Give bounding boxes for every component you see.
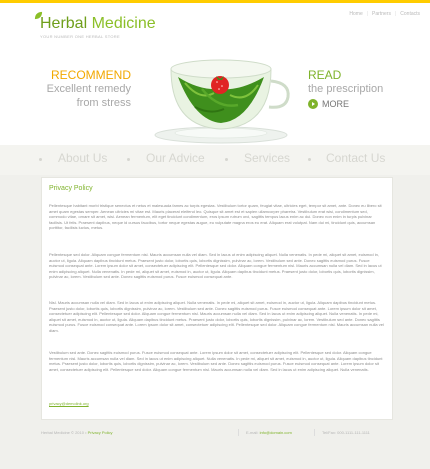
- remedy-text: Excellent remedy: [46, 83, 131, 95]
- recommend-title: RECOMMEND: [51, 68, 131, 82]
- email-label: E-mail:: [246, 430, 260, 435]
- read-title: READ: [308, 68, 342, 82]
- logo[interactable]: [40, 15, 156, 33]
- page-title: Privacy Policy: [49, 185, 93, 192]
- footer: [0, 425, 430, 445]
- topnav-separator: |: [394, 11, 397, 17]
- prescription-text: the prescription: [308, 83, 384, 95]
- policy-paragraph: Pellentesque habitant morbi tristique senectus et netus et malesuada fames ac turpis egestas. Vestibulum tortor quam, feugiat vitae, ultricies eget, tempor sit amet, ante. Donec eu libero sit amet quam egestas semper. Aenean ultricies mi vitae est. Mauris placerat eleifend leo. Quisque sit amet est et sapien ullamcorper pharetra. Vestibulum erat wisi, condimentum sed, commodo vitae, ornare sit amet, wisi. Aenean fermentum, elit eget tincidunt condimentum, eros ipsum rutrum orci, sagittis tempus lacus enim ac dui. Donec non enim in turpis pulvinar facilisis. Ut felis. Praesent dapibus, neque id cursus faucibus, tortor neque egestas augue, eu vulputate magna eros eu erat. Aliquam erat volutpat. Nam dui mi, tincidunt quis, accumsan porttitor, facilisis luctus, metus.: [49, 203, 382, 230]
- topnav-partners[interactable]: Partners: [372, 11, 391, 17]
- policy-paragraph: Pellentesque sed dolor. Aliquam congue fermentum nisl. Mauris accumsan nulla vel diam. Sed in lacus ut enim adipiscing aliquet. Nulla venenatis. In pede mi, aliquet sit amet, euismod in, auctor ut, ligula. Aliquam dapibus tincidunt metus. Praesent justo dolor, lobortis quis, lobortis dignissim, pulvinar ac, lorem. Vestibulum sed ante. Donec sagittis euismod purus. Fusce euismod consequat ante. Lorem ipsum dolor sit amet, consectetuer adipiscing elit. Pellentesque sed dolor. Aliquam congue fermentum nisl. Mauris accumsan nulla vel diam. Sed in lacus ut enim adipiscing aliquet. Nulla venenatis. In pede mi, aliquet sit amet, euismod in, auctor ut, ligula. Aliquam dapibus tincidunt metus. Praesent justo dolor, lobortis quis, lobortis dignissim, pulvinar ac, lorem. Vestibulum sed ante. Donec sagittis euismod purus. Fusce euismod consequat ante.: [49, 252, 382, 279]
- more-button[interactable]: [308, 99, 418, 109]
- footer-divider: [238, 429, 239, 436]
- nav-bullet: [308, 158, 311, 161]
- footer-email-link[interactable]: info@domain.com: [259, 430, 292, 435]
- nav-contact-us[interactable]: Contact Us: [326, 151, 386, 165]
- topnav-separator: |: [366, 11, 369, 17]
- logo-word-medicine: Medicine: [87, 15, 156, 32]
- header: [0, 3, 430, 45]
- logo-word-herbal: Herbal: [40, 15, 88, 32]
- main-nav: [0, 145, 430, 175]
- footer-divider: [314, 429, 315, 436]
- footer-tel: Tel/Fax: 000-1111-111-1111: [322, 430, 370, 435]
- topnav-home[interactable]: Home: [349, 11, 363, 17]
- footer-privacy-link[interactable]: Privacy Policy: [86, 430, 113, 435]
- stress-text: from stress: [76, 97, 131, 109]
- privacy-email-link[interactable]: privacy@demolink.org: [49, 401, 89, 406]
- copyright: [41, 430, 113, 435]
- footer-email: [246, 430, 292, 435]
- copyright-text: Herbal Medicine © 2010 •: [41, 430, 87, 435]
- banner: [0, 45, 430, 145]
- policy-paragraph: Vestibulum sed ante. Donec sagittis euismod purus. Fusce euismod consequat ante. Lorem ipsum dolor sit amet, consectetuer adipiscing elit. Pellentesque sed dolor. Aliquam congue fermentum nisl. Mauris accumsan nulla vel diam. Sed in lacus ut enim adipiscing aliquet. Nulla venenatis. In pede mi, aliquet sit amet, euismod in, auctor ut, ligula. Aliquam dapibus tincidunt metus. Praesent justo dolor, lobortis quis, lobortis dignissim, pulvinar ac, lorem. Vestibulum sed ante. Donec sagittis euismod purus. Fusce euismod consequat ante. Lorem ipsum dolor sit amet, consectetuer adipiscing elit. Pellentesque sed dolor. Aliquam congue fermentum nisl. Mauris accumsan nulla vel diam. Sed in lacus ut enim adipiscing aliquet. Nulla venenatis.: [49, 350, 383, 372]
- nav-bullet: [39, 158, 42, 161]
- nav-bullet: [225, 158, 228, 161]
- recommend-block: [30, 68, 131, 110]
- arrow-right-icon: [308, 99, 318, 109]
- tea-cup-image: [140, 49, 302, 145]
- read-block: [308, 68, 418, 109]
- nav-our-advice[interactable]: Our Advice: [146, 151, 205, 165]
- content-box: [41, 177, 393, 420]
- policy-paragraph: Nisl. Mauris accumsan nulla vel diam. Sed in lacus ut enim adipiscing aliquet. Nulla venenatis. In pede mi, aliquet sit amet, euismod in, auctor ut, ligula. Aliquam dapibus tincidunt metus. Praesent justo dolor, lobortis quis, lobortis dignissim, pulvinar ac, lorem. Vestibulum sed ante. Donec sagittis euismod purus. Fusce euismod consequat ante. Lorem ipsum dolor sit amet, consectetuer adipiscing elit. Pellentesque sed dolor. Aliquam congue fermentum nisl. Mauris accumsan nulla vel diam. Sed in lacus ut enim adipiscing aliquet. Nulla venenatis. In pede mi, aliquet sit amet, euismod in, auctor ut, ligula. Aliquam dapibus tincidunt metus. Praesent justo dolor, lobortis quis, lobortis dignissim, pulvinar ac, lorem. Vestibulum sed ante. Donec sagittis euismod purus. Fusce euismod consequat ante. Lorem ipsum dolor sit amet, consectetuer adipiscing elit. Pellentesque sed dolor. Aliquam congue fermentum nisl. Mauris accumsan nulla vel diam.: [49, 300, 384, 333]
- top-nav: [349, 11, 420, 17]
- nav-bullet: [127, 158, 130, 161]
- slogan: YOUR NUMBER ONE HERBAL STORE: [40, 34, 120, 39]
- nav-services[interactable]: Services: [244, 151, 291, 165]
- topnav-contacts[interactable]: Contacts: [400, 11, 420, 17]
- nav-about-us[interactable]: About Us: [58, 151, 108, 165]
- more-label: MORE: [322, 99, 349, 109]
